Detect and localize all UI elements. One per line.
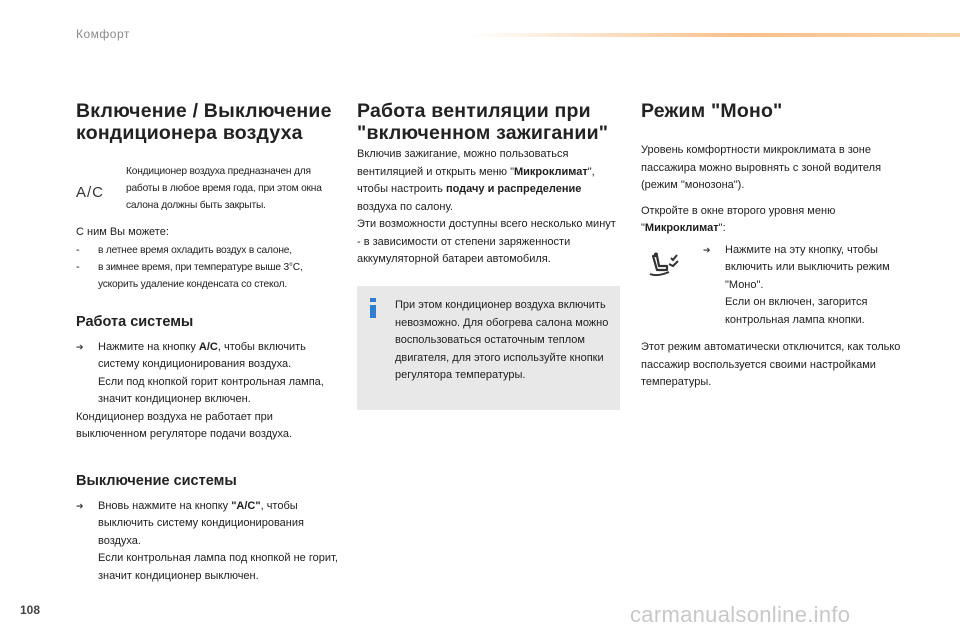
text-part: Вновь нажмите на кнопку — [98, 499, 232, 512]
emphasis: подачу и распределение — [445, 183, 582, 195]
dash-bullet: - — [76, 260, 80, 273]
text-part: воздуха по салону. — [357, 200, 453, 213]
ac-intro-row — [76, 166, 342, 214]
operation-step — [76, 339, 342, 409]
can-item — [76, 259, 342, 293]
mono-p3: Этот режим автоматически отключится, как только пассажир воспользуется своими настройками температуры. — [641, 341, 901, 388]
watermark: carmanualsonline.info — [630, 602, 851, 627]
column-mono — [641, 100, 906, 392]
text-part: Нажмите на эту кнопку, чтобы включить или выключить режим "Моно". — [725, 243, 890, 291]
text-part: Если контрольная лампа под кнопкой не горит, значит кондиционер выключен. — [98, 552, 338, 582]
text-part: Если он включен, загорится контрольная лампа кнопки. — [725, 296, 868, 326]
text-part: Нажмите на кнопку — [98, 340, 199, 353]
can-item — [76, 242, 342, 259]
ventilation-p2: Эти возможности доступны всего несколько минут - в зависимости от степени заряженности аккумуляторной батареи автомобиля. — [357, 218, 616, 265]
menu-name: Микроклимат — [513, 165, 588, 178]
ac-title: Включение / Выключение кондиционера воздуха — [76, 100, 332, 144]
arrow-bullet-icon: ➔ — [703, 244, 711, 255]
column-ventilation — [357, 100, 622, 269]
ac-key-label: "A/C" — [231, 499, 261, 512]
column-ac — [76, 100, 342, 585]
ventilation-title: Работа вентиляции при "включенном зажигании" — [357, 100, 609, 144]
text-part: , чтобы включить систему кондиционирования воздуха. — [98, 340, 306, 370]
text-part: Если под кнопкой горит контрольная лампа, значит кондиционер включен. — [98, 375, 324, 405]
operation-title: Работа системы — [76, 313, 194, 330]
mono-step-row — [641, 242, 906, 330]
can-intro: С ним Вы можете: — [76, 226, 169, 238]
header-accent-bar — [470, 33, 960, 37]
shutdown-title: Выключение системы — [76, 472, 237, 489]
text-part: ": — [718, 222, 726, 234]
shutdown-step-text — [98, 498, 342, 586]
can-item-text: в летнее время охладить воздух в салоне, — [98, 244, 292, 256]
ac-key-label: A/C — [198, 340, 218, 353]
arrow-bullet-icon: ➔ — [76, 341, 84, 352]
shutdown-step — [76, 498, 342, 586]
text-part: , чтобы выключить систему кондиционирования воздуха. — [98, 499, 304, 547]
info-text: При этом кондиционер воздуха включить невозможно. Для обогрева салона можно воспользоваться остаточным теплом двигателя, для этого используйте кнопки регулятора температуры. — [395, 299, 609, 381]
text-part: Включив зажигание, можно пользоваться вентиляцией и открыть меню " — [357, 148, 569, 178]
page-number: 108 — [20, 603, 41, 617]
section-title: Комфорт — [76, 27, 130, 41]
text-part: Откройте в окне второго уровня меню " — [641, 204, 836, 234]
mono-step — [703, 242, 906, 330]
info-icon — [370, 298, 376, 318]
mono-p2 — [641, 203, 906, 238]
operation-step-text — [98, 339, 342, 409]
mono-step-text — [725, 242, 906, 330]
ventilation-p1 — [357, 146, 622, 216]
mono-p1: Уровень комфортности микроклимата в зоне пассажира можно выровнять с зоной водителя (режим "монозона"). — [641, 144, 882, 191]
arrow-bullet-icon: ➔ — [76, 500, 84, 511]
ac-button-icon: A/C — [76, 184, 105, 201]
ac-description: Кондиционер воздуха предназначен для работы в любое время года, при этом окна салона должны быть закрыты. — [126, 166, 322, 211]
menu-name: Микроклимат — [644, 222, 719, 234]
operation-note: Кондиционер воздуха не работает при выключенном регуляторе подачи воздуха. — [76, 410, 293, 440]
dash-bullet: - — [76, 243, 80, 256]
info-box — [357, 286, 620, 410]
mono-title: Режим "Моно" — [641, 100, 783, 122]
can-item-text: в зимнее время, при температуре выше 3°C, ускорить удаление конденсата со стекол. — [98, 261, 303, 290]
text-part: ", чтобы настроить — [357, 165, 595, 195]
passenger-seat-icon — [641, 242, 703, 330]
